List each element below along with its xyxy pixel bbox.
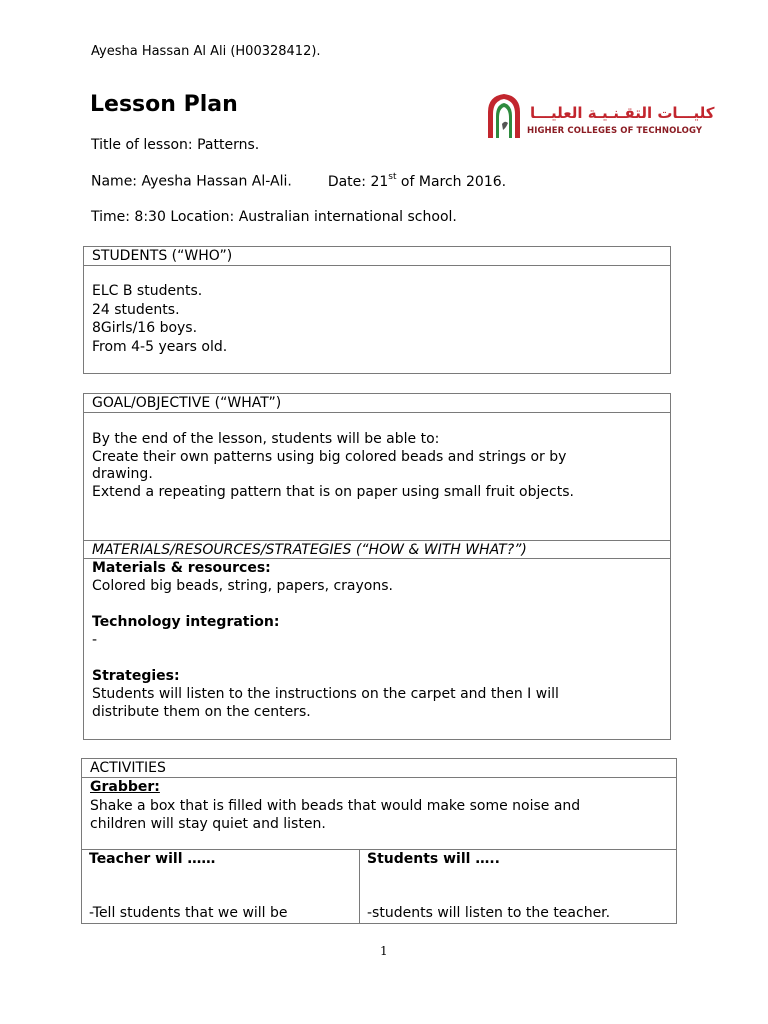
- lesson-title-line: Title of lesson: Patterns.: [91, 137, 260, 153]
- date-text: Date: 21st of March 2016.: [327, 172, 507, 190]
- author-line: Ayesha Hassan Al Ali (H00328412).: [91, 44, 321, 59]
- students-line: ELC B students.: [92, 283, 203, 299]
- page-number: 1: [380, 944, 388, 958]
- activities-section: [81, 758, 677, 924]
- resources-label: Materials & resources:: [92, 560, 271, 576]
- page-title: Lesson Plan: [90, 92, 238, 117]
- materials-heading: MATERIALS/RESOURCES/STRATEGIES (“HOW & WITH WHAT?”): [84, 540, 670, 559]
- goal-body: [84, 413, 670, 540]
- students-column: [360, 850, 676, 923]
- grabber-body: [82, 778, 676, 850]
- time-location-line: Time: 8:30 Location: Australian international school.: [91, 209, 457, 225]
- goal-line: By the end of the lesson, students will be able to:: [92, 431, 440, 447]
- strategies-label: Strategies:: [92, 668, 180, 684]
- college-logo: [484, 92, 715, 140]
- teacher-heading: Teacher will ……: [89, 851, 216, 867]
- logo-english-text: HIGHER COLLEGES OF TECHNOLOGY: [527, 126, 703, 136]
- materials-body: [84, 559, 670, 721]
- technology-text: -: [92, 632, 98, 648]
- grabber-line: children will stay quiet and listen.: [90, 816, 326, 832]
- teacher-text: -Tell students that we will be: [89, 905, 288, 921]
- students-line: From 4-5 years old.: [92, 338, 228, 355]
- goal-line: drawing.: [92, 465, 153, 482]
- strategies-line: distribute them on the centers.: [92, 704, 311, 720]
- teacher-students-table: [82, 849, 676, 923]
- goal-line: Create their own patterns using big colored beads and strings or by: [92, 448, 567, 465]
- strategies-line: Students will listen to the instructions on the carpet and then I will: [92, 686, 559, 702]
- students-heading: STUDENTS (“WHO”): [84, 247, 670, 266]
- name-date-line: [91, 173, 506, 190]
- students-line: 24 students.: [92, 301, 180, 318]
- goal-materials-section: [83, 393, 671, 740]
- resources-text: Colored big beads, string, papers, crayons.: [92, 578, 393, 594]
- logo-arabic-text: كليـــات التقـنـيـة العليـــا: [530, 104, 715, 122]
- teacher-column: [82, 850, 360, 923]
- college-emblem-icon: [484, 92, 524, 140]
- grabber-line: Shake a box that is filled with beads that would make some noise and: [90, 797, 581, 814]
- students-will-heading: Students will …..: [367, 851, 500, 867]
- technology-label: Technology integration:: [92, 614, 280, 630]
- activities-heading: ACTIVITIES: [82, 759, 676, 778]
- students-will-text: -students will listen to the teacher.: [367, 905, 611, 921]
- students-body: [84, 266, 670, 356]
- name-text: Name: Ayesha Hassan Al-Ali.: [91, 173, 292, 190]
- students-section: [83, 246, 671, 374]
- grabber-label: Grabber:: [90, 779, 160, 795]
- goal-line: Extend a repeating pattern that is on paper using small fruit objects.: [92, 483, 574, 500]
- goal-heading: GOAL/OBJECTIVE (“WHAT”): [84, 394, 670, 413]
- students-line: 8Girls/16 boys.: [92, 320, 198, 336]
